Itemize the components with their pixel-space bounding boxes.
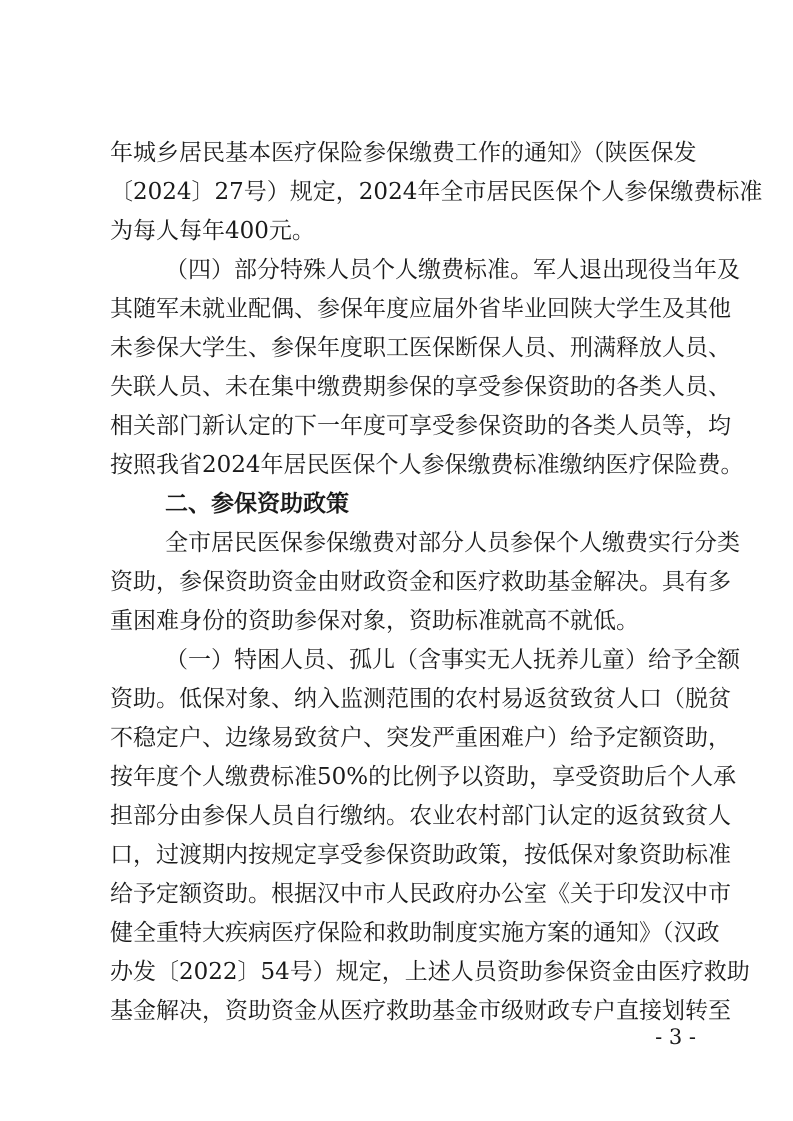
- text-line: 为每人每年400元。: [110, 218, 315, 244]
- text-line: 资助。低保对象、纳入监测范围的农村易返贫致贫人口（脱贫: [110, 686, 731, 712]
- text-line: 给予定额资助。根据汉中市人民政府办公室《关于印发汉中市: [110, 881, 731, 907]
- text-line: 按照我省2024年居民医保个人参保缴费标准缴纳医疗保险费。: [110, 452, 744, 478]
- text-line: 不稳定户、边缘易致贫户、突发严重困难户）给予定额资助，: [110, 725, 731, 751]
- text-line: 重困难身份的资助参保对象，资助标准就高不就低。: [110, 608, 639, 634]
- paragraph-start-line: （一）特困人员、孤儿（含事实无人抚养儿童）给予全额: [165, 647, 740, 673]
- text-line: 口，过渡期内按规定享受参保资助政策，按低保对象资助标准: [110, 842, 731, 868]
- text-line: 担部分由参保人员自行缴纳。农业农村部门认定的返贫致贫人: [110, 803, 731, 829]
- text-line: 健全重特大疾病医疗保险和救助制度实施方案的通知》（汉政: [110, 920, 720, 946]
- text-line: 其随军未就业配偶、参保年度应届外省毕业回陕大学生及其他: [110, 296, 731, 322]
- text-line: 办发〔2022〕54号）规定，上述人员资助参保资金由医疗救助: [110, 959, 750, 985]
- text-line: 基金解决，资助资金从医疗救助基金市级财政专户直接划转至: [110, 998, 731, 1024]
- text-line: 未参保大学生、参保年度职工医保断保人员、刑满释放人员、: [110, 335, 731, 361]
- text-line: 〔2024〕27号）规定，2024年全市居民医保个人参保缴费标准: [110, 179, 763, 205]
- text-line: 按年度个人缴费标准50%的比例予以资助，享受资助后个人承: [110, 764, 737, 790]
- text-line: 失联人员、未在集中缴费期参保的享受参保资助的各类人员、: [110, 374, 731, 400]
- page-number: - 3 -: [655, 1025, 696, 1049]
- text-line: 资助，参保资助资金由财政资金和医疗救助基金解决。具有多: [110, 569, 731, 595]
- paragraph-start-line: 全市居民医保参保缴费对部分人员参保个人缴费实行分类: [165, 530, 740, 556]
- text-line: 相关部门新认定的下一年度可享受参保资助的各类人员等，均: [110, 413, 731, 439]
- paragraph-start-line: （四）部分特殊人员个人缴费标准。军人退出现役当年及: [165, 257, 740, 283]
- section-heading: 二、参保资助政策: [165, 491, 349, 517]
- text-line: 年城乡居民基本医疗保险参保缴费工作的通知》（陕医保发: [110, 140, 697, 166]
